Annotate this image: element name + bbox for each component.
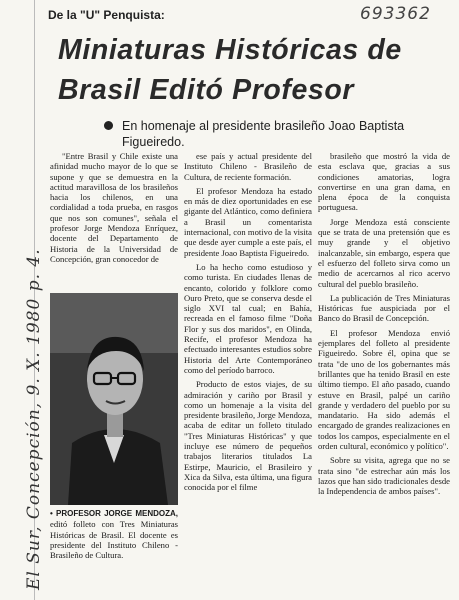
handwritten-source-note: El Sur, Concepción, 9. X. 1980 p. 4. xyxy=(24,248,44,590)
headline: Miniaturas Históricas de Brasil Editó Profesor xyxy=(58,34,402,106)
subheadline xyxy=(104,118,449,150)
portrait-image xyxy=(50,293,178,505)
paragraph: El profesor Mendoza ha estado en más de diez oportunidades en ese gigante del Atlántico, como definiera a Brasil un comentarista internacional, con motivo de la visita que desde ayer cumple a este país, el presidente Joao Baptista Figueiredo. xyxy=(184,185,312,258)
paragraph: Sobre su visita, agrega que no se trata sino "de estrechar aún más los lazos que han sido tradicionales desde la Independencia de ambos países". xyxy=(318,455,450,497)
article-column-3 xyxy=(318,151,450,497)
paragraph: El profesor Mendoza envió ejemplares del folleto al presidente Figueiredo. Sobre él, opina que se trata "de uno de los gobernantes más brillantes que ha tenido Brasil en este último tiempo. El año pasado, cuando estuve en Brasil, palpé un cariño grande y verdadero del pueblo por su mandatario. Ha sido además el encargado de grandes realizaciones en todos los campos, especialmente en el orden cultural, económico y político". xyxy=(318,327,450,452)
paragraph: ese país y actual presidente del Instituto Chileno - Brasileño de Cultura, de reciente formación. xyxy=(184,151,312,182)
subheadline-text: En homenaje al presidente brasileño Joao Baptista Figueiredo. xyxy=(122,119,405,149)
archive-number: 693362 xyxy=(360,4,431,24)
paragraph: "Entre Brasil y Chile existe una afinidad mucho mayor de lo que se supone y que se demuestra en la actitud maravillosa de los brasileños hacia los chilenos, en una cordialidad a toda prueba, en rasgos que nos son comunes", señala el profesor Jorge Mendoza Enríquez, docente del Departamento de Historia de la Universidad de Concepción, gran conocedor de xyxy=(50,151,178,264)
article-column-2 xyxy=(184,151,312,493)
portrait-photo xyxy=(50,293,178,505)
paragraph: Lo ha hecho como estudioso y como turista. En ciudades llenas de encanto, colorido y folklore como Ouro Preto, que se conserva desde el siglo XVI tal cual; en Bahía, recreada en el famoso filme "Doña Flor y sus dos maridos", en Olinda, Recife, el profesor Mendoza ha efectuado interesantes estudios sobre Historia del Arte Contemporáneo como del período barroco. xyxy=(184,261,312,375)
paragraph: Jorge Mendoza está consciente que se trata de una pretensión que es muy grande y el objetivo inalcanzable, sin embargo, espera que el esfuerzo del folleto sirva como un medio de acercarnos al rico acervo cultural del pueblo brasileño. xyxy=(318,216,450,289)
kicker: De la "U" Penquista: xyxy=(48,8,165,22)
photo-caption xyxy=(50,508,178,560)
article-column-1 xyxy=(50,151,178,264)
paragraph: La publicación de Tres Miniaturas Históricas fue auspiciada por el Banco do Brasil de Concepción. xyxy=(318,292,450,324)
caption-text: editó folleto con Tres Miniaturas Históricas de Brasil. El docente es presidente del Instituto Chileno - Brasileño de Cultura. xyxy=(50,519,178,561)
caption-name: • PROFESOR JORGE MENDOZA, xyxy=(50,509,178,518)
paragraph: Producto de estos viajes, de su admiración y cariño por Brasil y como un homenaje a la visita del presidente brasileño, Jorge Mendoza, acaba de editar un folleto titulado "Tres Miniaturas Históricas" y que incluye ese número de pequeños trabajos literarios titulados La Estirpe, Mauricio, el Brasileiro y Xica da Silva, esta última, una figura conocida por el filme xyxy=(184,379,312,493)
paragraph: brasileño que mostró la vida de esta esclava que, gracias a sus condiciones amatorias, logra convertirse en una gran dama, en plena época de la conquista portuguesa. xyxy=(318,151,450,213)
